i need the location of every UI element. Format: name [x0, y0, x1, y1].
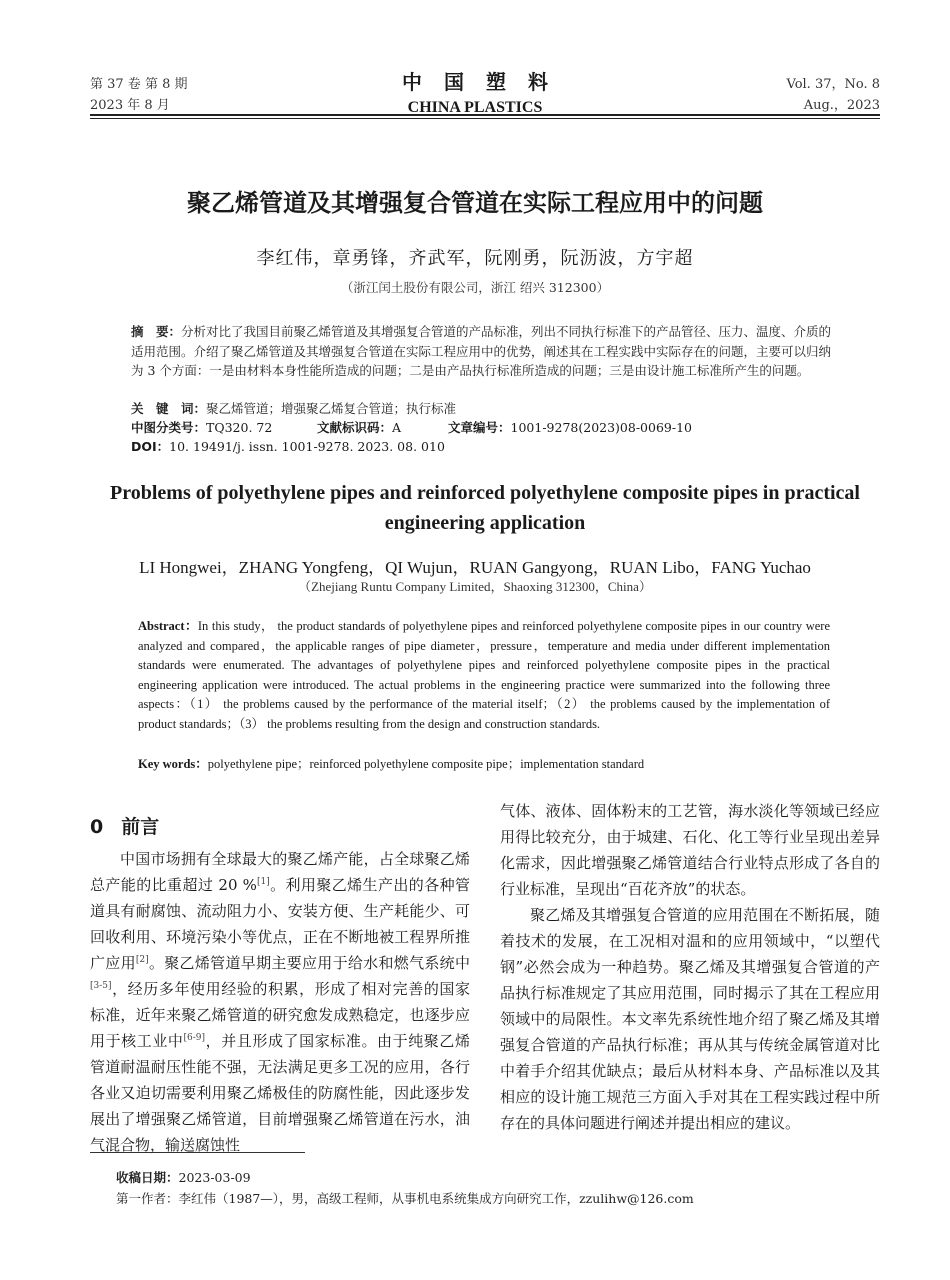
authors-cn: 李红伟，章勇锋，齐武军，阮刚勇，阮沥波，方宇超 — [256, 248, 694, 269]
article-title-cn: 聚乙烯管道及其增强复合管道在实际工程应用中的问题 — [187, 189, 763, 217]
citation: [6-9] — [183, 1033, 206, 1043]
abstract-en-label: Abstract： — [138, 619, 198, 633]
body-column-right — [500, 798, 880, 1136]
article-number: 文章编号：1001-9278(2023)08-0069-10 — [448, 420, 692, 435]
citation: [2] — [135, 955, 149, 965]
keywords-cn-text: 聚乙烯管道；增强聚乙烯复合管道；执行标准 — [206, 401, 457, 416]
body-paragraph-continued: 气体、液体、固体粉末的工艺管，海水淡化等领域已经应用得比较充分，由于城建、石化、化工等行业呈现出差异化需求，因此增强聚乙烯管道结合行业特点形成了各自的行业标准，呈现出“百花齐放”的状态。 — [500, 802, 880, 898]
abstract-cn-label: 摘 要： — [131, 324, 182, 339]
issue-info-right — [787, 74, 881, 116]
date-en: Aug.，2023 — [803, 98, 880, 113]
doi-value: 10. 19491/j. issn. 1001-9278. 2023. 08. 010 — [169, 439, 445, 454]
section-title: 前言 — [121, 816, 160, 838]
citation: [3-5] — [90, 981, 112, 991]
document-code: 文献标识码：A — [317, 420, 402, 435]
keywords-en-label: Key words： — [138, 757, 208, 771]
abstract-cn-text: 分析对比了我国目前聚乙烯管道及其增强复合管道的产品标准，列出不同执行标准下的产品管径、压力、温度、介质的适用范围。介绍了聚乙烯管道及其增强复合管道在实际工程应用中的优势，阐述其在工程实践中实际存在的问题，主要可以归纳为 3 个方面：一是由材料本身性能所造成的问题；二是由产品执行标准所造成的问题；三是由设计施工标准所产生的问题。 — [131, 324, 832, 378]
journal-name-cn: 中国塑料 — [402, 70, 570, 94]
first-author-note: 第一作者：李红伟（1987—），男，高级工程师，从事机电系统集成方向研究工作，zzulihw@126.com — [116, 1191, 694, 1206]
citation: [1] — [256, 877, 270, 887]
section-number: 0 — [90, 816, 104, 838]
header-rule — [90, 114, 880, 116]
volume-issue-en: Vol. 37，No. 8 — [786, 77, 880, 92]
keywords-en-text: polyethylene pipe；reinforced polyethylene composite pipe；implementation standard — [207, 757, 645, 771]
keywords-en — [138, 754, 830, 772]
abstract-cn — [131, 322, 839, 381]
date-cn: 2023 年 8 月 — [90, 98, 170, 113]
affiliation-en: （Zhejiang Runtu Company Limited，Shaoxing 312300，China） — [298, 579, 652, 594]
doi-label: DOI： — [131, 439, 170, 454]
body-paragraph: 中国市场拥有全球最大的聚乙烯产能，占全球聚乙烯总产能的比重超过 20 %[1]。利用聚乙烯生产出的各种管道具有耐腐蚀、流动阻力小、安装方便、生产耗能少、可回收利用、环境污染小等优点，正在不断地被工程界所推广应用[2]。聚乙烯管道早期主要应用于给水和燃气系统中[3-5]，经历多年使用经验的积累，形成了相对完善的国家标准，近年来聚乙烯管道的研究愈发成熟稳定，也逐步应用于核工业中[6-9]，并且形成了国家标准。由于纯聚乙烯管道耐温耐压性能不强，无法满足更多工况的应用，各行各业又迫切需要利用聚乙烯极佳的防腐性能，因此逐步发展出了增强聚乙烯管道，目前增强聚乙烯管道在污水，油气混合物，输送腐蚀性 — [90, 850, 470, 1154]
header-rule-thin — [90, 118, 880, 119]
received-value: 2023-03-09 — [178, 1170, 251, 1185]
clc-number: 中图分类号：TQ320. 72 — [131, 420, 273, 435]
body-paragraph: 聚乙烯及其增强复合管道的应用范围在不断拓展，随着技术的发展，在工况相对温和的应用领域中，“以塑代钢”必然会成为一种趋势。聚乙烯及其增强复合管道的产品执行标准规定了其应用范围，同时揭示了其在工程应用领域中的局限性。本文率先系统性地介绍了聚乙烯及其增强复合管道的产品执行标准；再从其与传统金属管道对比中着手介绍其优缺点；最后从材料本身、产品标准以及其相应的设计施工规范三方面入手对其在工程实践过程中所存在的具体问题进行阐述并提出相应的建议。 — [500, 906, 880, 1132]
volume-issue-cn: 第 37 卷 第 8 期 — [90, 77, 188, 92]
journal-name-en: CHINA PLASTICS — [407, 99, 543, 116]
keywords-cn-label: 关 键 词： — [131, 401, 207, 416]
body-column-left — [90, 846, 470, 1158]
authors-en: LI Hongwei，ZHANG Yongfeng，QI Wujun，RUAN Gangyong，RUAN Libo，FANG Yuchao — [139, 558, 811, 577]
keywords-cn — [131, 399, 839, 419]
received-date — [116, 1168, 876, 1188]
section-heading — [90, 812, 159, 839]
affiliation-cn: （浙江闰土股份有限公司，浙江 绍兴 312300） — [340, 280, 610, 295]
abstract-en-text: In this study， the product standards of polyethylene pipes and reinforced polyethylene composite pipes in our country were analyzed and compared，the applicable ranges of pipe diameter，pressure，temperature and media under different implementation standards were enumerated. The advantages of polyethylene pipes and reinforced polyethylene composite pipes in the practical engineering application were introduced. The actual problems in the engineering practice were summarized into the following three aspects：（1） the problems caused by the performance of the material itself；（2） the problems caused by the implementation of product standards；（3） the problems resulting from the design and construction standards. — [138, 619, 830, 731]
classification-row — [131, 418, 839, 438]
footnote-rule — [90, 1152, 305, 1153]
doi — [131, 437, 445, 455]
abstract-en — [138, 617, 830, 734]
received-label: 收稿日期： — [116, 1170, 179, 1185]
article-title-en: Problems of polyethylene pipes and reinforced polyethylene composite pipes in practical engineering application — [110, 482, 860, 534]
